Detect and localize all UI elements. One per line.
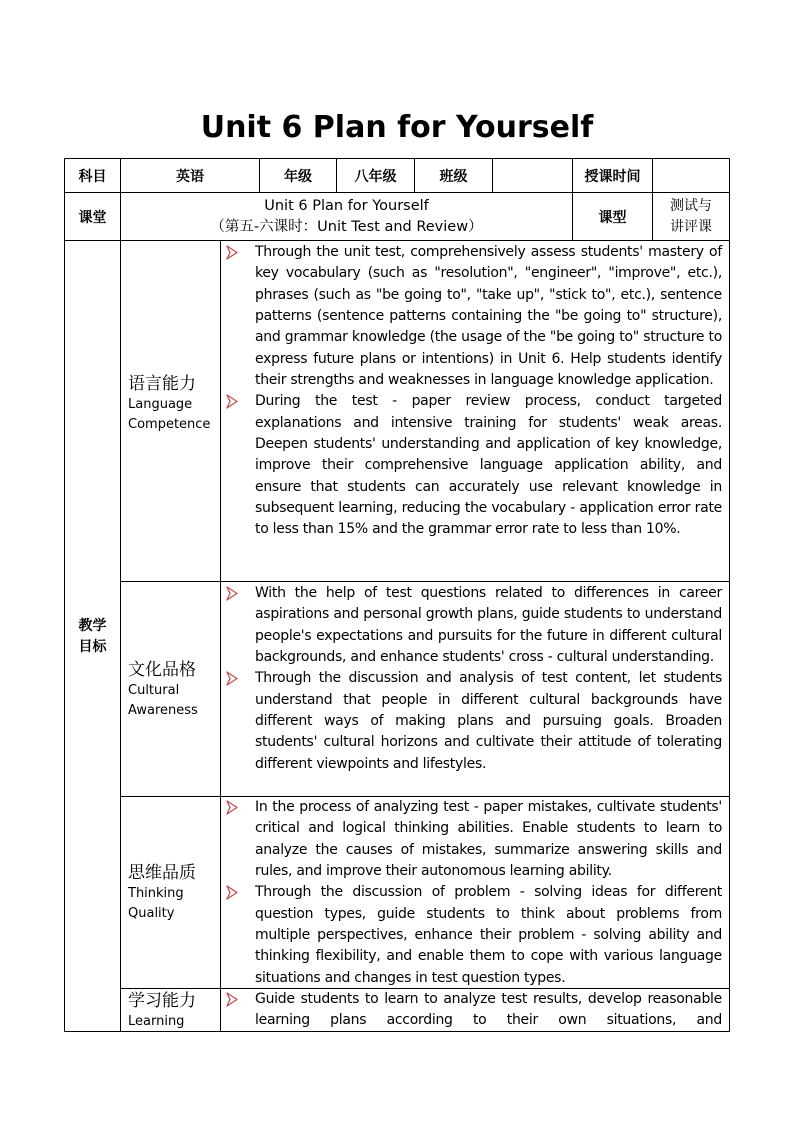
arrow-bullet-icon xyxy=(226,989,240,1010)
section-label-zh: 文化品格 xyxy=(128,660,196,680)
bullet-item xyxy=(224,583,722,668)
time-label: 授课时间 xyxy=(584,168,641,185)
section-label-en: Cultural xyxy=(128,683,180,698)
bullet-text: Through the discussion and analysis of test content, let students understand that people in different cultural backgrounds have different ways of making plans and pursuing goals. Broaden students' cultural horizons and cultivate their attitude of tolerating different viewpoints and lifestyles. xyxy=(255,670,722,772)
subject-value: 英语 xyxy=(176,168,204,185)
class-label: 班级 xyxy=(439,168,468,185)
objectives-label-line1: 教学 xyxy=(78,618,107,634)
bullet-item xyxy=(224,989,722,1032)
grade-value: 八年级 xyxy=(354,168,397,185)
section-label-en: Competence xyxy=(128,417,211,432)
section-label-en: Language xyxy=(128,397,193,412)
objectives-label-line2: 目标 xyxy=(78,639,107,655)
section-label-learning xyxy=(128,990,196,1032)
lesson-type-line1: 测试与 xyxy=(670,197,712,214)
section-label-thinking xyxy=(128,862,196,924)
section-label-en: Thinking xyxy=(128,886,184,901)
time-value xyxy=(653,159,729,192)
lesson-title-cell xyxy=(121,193,572,240)
lesson-period: （第五-六课时：Unit Test and Review） xyxy=(210,218,483,235)
bullet-text: Through the unit test, comprehensively assess students' mastery of key vocabulary (such as "resolution", "engineer", "improve", etc.), phrases (such as "be going to", "take up", "stick to", etc.), sentence patterns (sentence patterns containing the "be going to" structure), and grammar knowledge (the usage of the "be going to" structure to express future plans or intentions) in Unit 6. Help students identify their strengths and weaknesses in language knowledge application. xyxy=(255,244,722,389)
lesson-title: Unit 6 Plan for Yourself xyxy=(264,197,429,214)
bullet-item xyxy=(224,391,722,540)
bullet-list-language xyxy=(224,242,722,541)
section-label-zh: 思维品质 xyxy=(128,863,196,883)
bullet-text: With the help of test questions related to differences in career aspirations and personal growth plans, guide students to understand people's expectations and pursuits for the future in different cultural backgrounds, and enhance students' cross - cultural understanding. xyxy=(255,585,722,666)
bullet-list-learning xyxy=(224,989,722,1032)
arrow-bullet-icon xyxy=(226,797,240,818)
bullet-text: Through the discussion of problem - solving ideas for different question types, guide students to think about problems from multiple perspectives, enhance their problem - solving ability and thinking flexibility, and enable them to cope with various language situations and changes in test question types. xyxy=(255,884,722,986)
section-label-en: Quality xyxy=(128,906,175,921)
class-value xyxy=(493,159,572,192)
bullet-text: Guide students to learn to analyze test results, develop reasonable learning plans according to their own situations, and xyxy=(255,991,722,1029)
bullet-item xyxy=(224,882,722,989)
lesson-type-label: 课型 xyxy=(598,209,627,226)
bullet-item xyxy=(224,242,722,391)
objectives-label xyxy=(65,615,120,659)
lesson-type-line2: 讲评课 xyxy=(670,218,712,235)
bullet-list-cultural xyxy=(224,583,722,775)
section-label-en: Awareness xyxy=(128,703,198,718)
subject-label: 科目 xyxy=(78,168,107,185)
arrow-bullet-icon xyxy=(226,668,240,689)
section-label-language xyxy=(128,373,210,435)
bullet-item xyxy=(224,797,722,882)
lesson-type-value xyxy=(653,193,729,240)
section-label-zh: 语言能力 xyxy=(128,374,196,394)
lesson-label: 课堂 xyxy=(78,209,107,226)
section-label-en: Learning xyxy=(128,1014,185,1029)
arrow-bullet-icon xyxy=(226,242,240,263)
section-label-cultural xyxy=(128,659,198,721)
arrow-bullet-icon xyxy=(226,391,240,412)
grade-label: 年级 xyxy=(284,168,312,185)
bullet-item xyxy=(224,668,722,775)
section-label-zh: 学习能力 xyxy=(128,991,196,1011)
page-title: Unit 6 Plan for Yourself xyxy=(200,110,594,145)
bullet-text: During the test - paper review process, conduct targeted explanations and intensive training for students' weak areas. Deepen students' understanding and application of key knowledge, improve their comprehensive language application ability, and ensure that students can accurately use relevant knowledge in subsequent learning, reducing the vocabulary - application error rate to less than 15% and the grammar error rate to less than 10%. xyxy=(255,393,722,538)
arrow-bullet-icon xyxy=(226,583,240,604)
arrow-bullet-icon xyxy=(226,882,240,903)
bullet-text: In the process of analyzing test - paper mistakes, cultivate students' critical and logical thinking abilities. Enable students to learn to analyze the causes of mistakes, summarize answering skills and rules, and improve their autonomous learning ability. xyxy=(255,799,722,880)
bullet-list-thinking xyxy=(224,797,722,989)
